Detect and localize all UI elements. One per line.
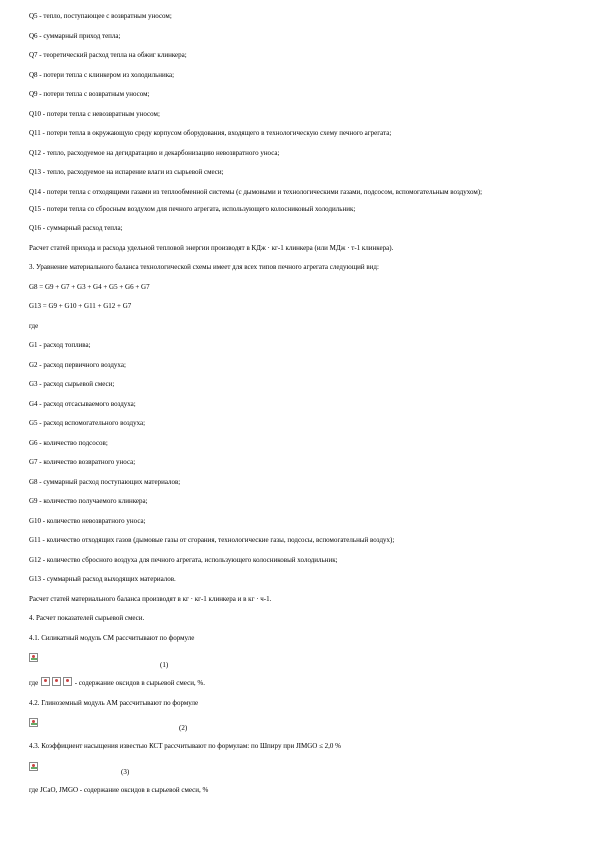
text-line: Q16 - суммарный расход тепла; [29,224,123,232]
text-line: Q14 - потери тепла с отходящими газами из теплообменной системы (с дымовыми и технологическими газами, подсосом, вспомогательным воздухом); [29,187,483,196]
text-line: где [29,321,39,330]
text-line: G5 - расход вспомогательного воздуха; [29,419,146,427]
equation-number: (3) [121,767,130,776]
text-line: G8 - суммарный расход поступающих материалов; [29,477,181,486]
text-line: Q6 - суммарный приход тепла; [29,31,121,40]
formula-3-row [29,762,569,784]
equation-number: (2) [179,724,188,732]
text-line: G10 - количество невозвратного уноса; [29,516,146,525]
where-suffix: - содержание оксидов в сырьевой смеси, %. [74,679,206,687]
section-heading: 4. Расчет показателей сырьевой смеси. [29,614,145,622]
formula-2-row [29,718,569,740]
text-line: G7 - количество возвратного уноса; [29,458,136,466]
text-line: Q8 - потери тепла с клинкером из холодильника; [29,70,175,79]
text-line: G6 - количество подсосов; [29,438,108,447]
text-line: Q7 - теоретический расход тепла на обжиг клинкера; [29,51,187,59]
formula-line: G13 = G9 + G10 + G11 + G12 + G7 [29,302,132,310]
text-line: Расчет статей материального баланса производят в кг · кг-1 клинкера и в кг · ч-1. [29,594,272,603]
text-line: G9 - количество получаемого клинкера; [29,497,148,505]
equation-number: (1) [160,661,169,669]
text-line: G12 - количество сбросного воздуха для печного агрегата, использующего колосниковый холодильник; [29,555,338,564]
where-prefix: где [29,679,39,687]
broken-image-icon [29,653,38,662]
broken-image-icon [52,677,61,686]
text-line: Q12 - тепло, расходуемое на дегидратацию и декарбонизацию невозвратного уноса; [29,148,280,157]
broken-image-icon [41,677,50,686]
broken-image-icon [29,762,38,771]
where-line-1 [29,677,569,688]
text-line: G13 - суммарный расход выходящих материалов. [29,575,176,583]
text-line: G3 - расход сырьевой смеси; [29,380,115,388]
text-line: 4.1. Силикатный модуль СМ рассчитывают по формуле [29,633,195,642]
text-line: G4 - расход отсасываемого воздуха; [29,399,136,408]
formula-1-row [29,653,569,675]
text-line: где JCaO, JMGO - содержание оксидов в сырьевой смеси, % [29,785,209,794]
text-line: Расчет статей прихода и расхода удельной тепловой энергии производят в КДж · кг-1 клинкера (или МДж · т-1 клинкера). [29,243,394,252]
text-line: G2 - расход первичного воздуха; [29,360,126,369]
broken-image-icon [29,718,38,727]
text-line: Q9 - потери тепла с возвратным уносом; [29,90,150,98]
text-line: Q5 - тепло, поступающее с возвратным уносом; [29,12,172,20]
text-line: G1 - расход топлива; [29,341,91,349]
document-body [29,12,569,805]
text-line: G11 - количество отходящих газов (дымовые газы от сгорания, технологические газы, подсосы, вспомогательный воздух); [29,536,395,544]
formula-line: G8 = G9 + G7 + G3 + G4 + G5 + G6 + G7 [29,282,150,291]
text-line: Q15 - потери тепла со сбросным воздухом для печного агрегата, использующего колосниковый холодильник; [29,204,356,213]
text-line: 3. Уравнение материального баланса технологической схемы имеет для всех типов печного агрегата следующий вид: [29,263,379,271]
text-line: 4.2. Глиноземный модуль АМ рассчитывают по формуле [29,698,199,707]
text-line: Q13 - тепло, расходуемое на испарение влаги из сырьевой смеси; [29,168,224,176]
broken-image-icon [63,677,72,686]
text-line: Q11 - потери тепла в окружающую среду корпусом оборудования, входящего в технологическую схему печного агрегата; [29,129,392,137]
text-line: Q10 - потери тепла с невозвратным уносом; [29,109,160,118]
text-line: 4.3. Коэффициент насыщения известью КСТ рассчитывают по формулам: по Шпиру при JIMGO ≤ 2,0 % [29,742,342,750]
